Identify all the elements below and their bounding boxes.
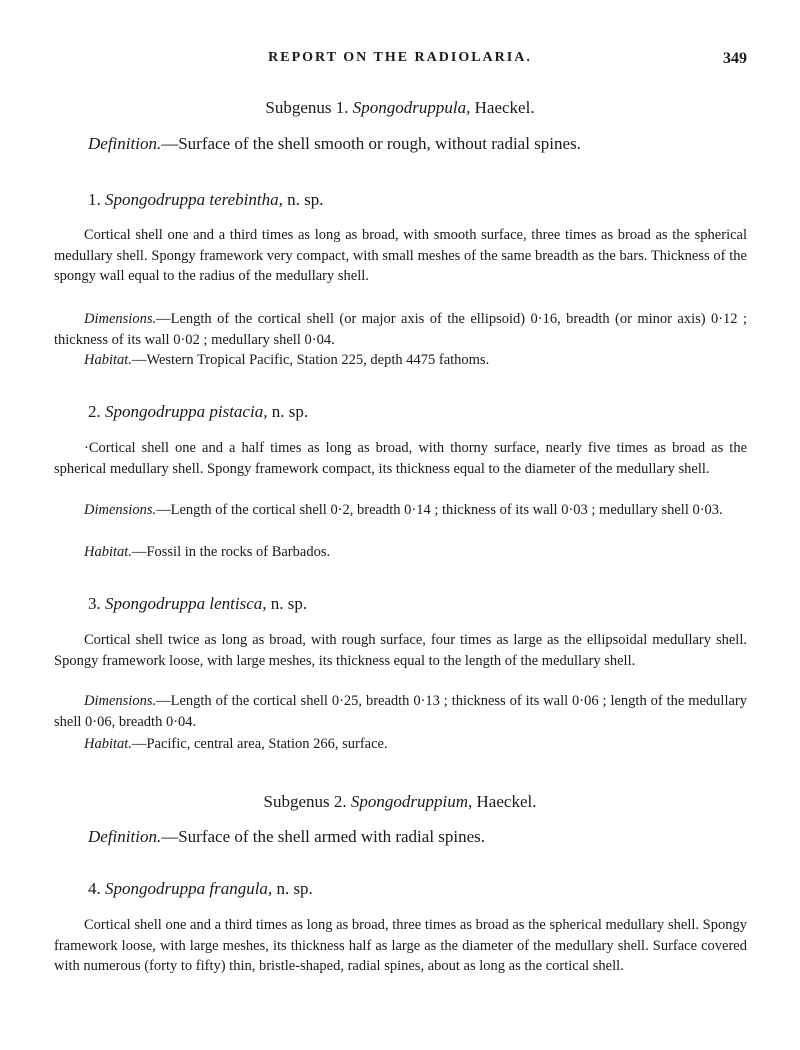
species-1-name: Spongodruppa terebintha, (105, 190, 283, 209)
running-title: REPORT ON THE RADIOLARIA. (268, 50, 532, 65)
species-3-dimensions-label: Dimensions. (84, 693, 157, 709)
species-2-dimensions-text: —Length of the cortical shell 0·2, breadth 0·14 ; thickness of its wall 0·03 ; medullary shell 0·03. (156, 502, 723, 518)
subgenus-2-definition (88, 827, 485, 847)
species-3-description: Cortical shell twice as long as broad, with rough surface, four times as large as the ellipsoidal medullary shell. Spongy framework loose, with large meshes, its thickness equal to the length of the medullary shell. (54, 632, 747, 669)
species-1-dimensions-text: —Length of the cortical shell (or major axis of the ellipsoid) 0·16, breadth (or minor axis) 0·12 ; thickness of its wall 0·02 ; medullary shell 0·04. (54, 311, 747, 348)
species-3-habitat-label: Habitat. (84, 736, 132, 752)
subgenus-2-author: Haeckel. (476, 792, 537, 811)
species-3-habitat-text: —Pacific, central area, Station 266, surface. (131, 736, 388, 752)
subgenus-2-name: Spongodruppium, (350, 792, 473, 811)
subgenus-1-prefix: Subgenus 1. (265, 98, 349, 117)
species-2-name: Spongodruppa pistacia, (105, 402, 268, 421)
species-2-dimensions-label: Dimensions. (84, 502, 157, 518)
species-3-suffix: n. sp. (270, 594, 308, 613)
species-1-heading (88, 190, 324, 210)
species-3-habitat (54, 734, 747, 755)
subgenus-2-heading (0, 792, 800, 812)
species-4-description: Cortical shell one and a third times as long as broad, three times as broad as the spherical medullary shell. Spongy framework loose, with large meshes, its thickness half as large as the diameter of the medullary shell. Surface covered with numerous (forty to fifty) thin, bristle-shaped, radial spines, about as long as the cortical shell. (54, 917, 747, 974)
subgenus-2-prefix: Subgenus 2. (263, 792, 347, 811)
subgenus-1-definition-label: Definition. (88, 134, 162, 153)
species-2-suffix: n. sp. (271, 402, 309, 421)
subgenus-1-heading (0, 98, 800, 118)
page-number: 349 (723, 50, 747, 67)
species-1-habitat-label: Habitat. (84, 352, 132, 368)
species-1-number: 1. (88, 190, 101, 209)
species-1-suffix: n. sp. (287, 190, 324, 209)
subgenus-1-definition (88, 134, 581, 154)
subgenus-1-definition-text: —Surface of the shell smooth or rough, without radial spines. (161, 134, 581, 153)
running-head (0, 50, 800, 72)
species-1-dimensions (54, 309, 747, 350)
species-4-suffix: n. sp. (276, 879, 313, 898)
subgenus-2-definition-text: —Surface of the shell armed with radial spines. (161, 827, 486, 846)
species-3-name: Spongodruppa lentisca, (105, 594, 267, 613)
species-4-number: 4. (88, 879, 101, 898)
species-3-heading (88, 594, 307, 614)
subgenus-2-definition-label: Definition. (88, 827, 162, 846)
species-2-habitat-label: Habitat. (84, 544, 132, 560)
species-1-description: Cortical shell one and a third times as long as broad, with smooth surface, three times as broad as the spherical medullary shell. Spongy framework very compact, with small meshes of the same breadth as the bars. Thickness of the spongy wall equal to the radius of the medullary shell. (54, 227, 747, 284)
species-2-habitat (54, 542, 747, 563)
species-2-habitat-text: —Fossil in the rocks of Barbados. (131, 544, 331, 560)
species-4-heading (88, 879, 313, 899)
species-1-habitat-text: —Western Tropical Pacific, Station 225, depth 4475 fathoms. (131, 352, 490, 368)
species-1-habitat (54, 350, 747, 371)
species-2-heading (88, 402, 308, 422)
subgenus-1-name: Spongodruppula, (352, 98, 471, 117)
species-4-name: Spongodruppa frangula, (105, 879, 273, 898)
subgenus-1-author: Haeckel. (474, 98, 535, 117)
species-2-dimensions (54, 500, 747, 521)
species-2-description: ·Cortical shell one and a half times as long as broad, with thorny surface, nearly five times as broad as the spherical medullary shell. Spongy framework compact, its thickness equal to the diameter of the medullary shell. (54, 440, 747, 477)
species-1-dimensions-label: Dimensions. (84, 311, 157, 327)
species-3-dimensions-text: —Length of the cortical shell 0·25, breadth 0·13 ; thickness of its wall 0·06 ; length of the medullary shell 0·06, breadth 0·04. (54, 693, 747, 730)
species-2-number: 2. (88, 402, 101, 421)
species-3-number: 3. (88, 594, 101, 613)
species-3-dimensions (54, 691, 747, 732)
